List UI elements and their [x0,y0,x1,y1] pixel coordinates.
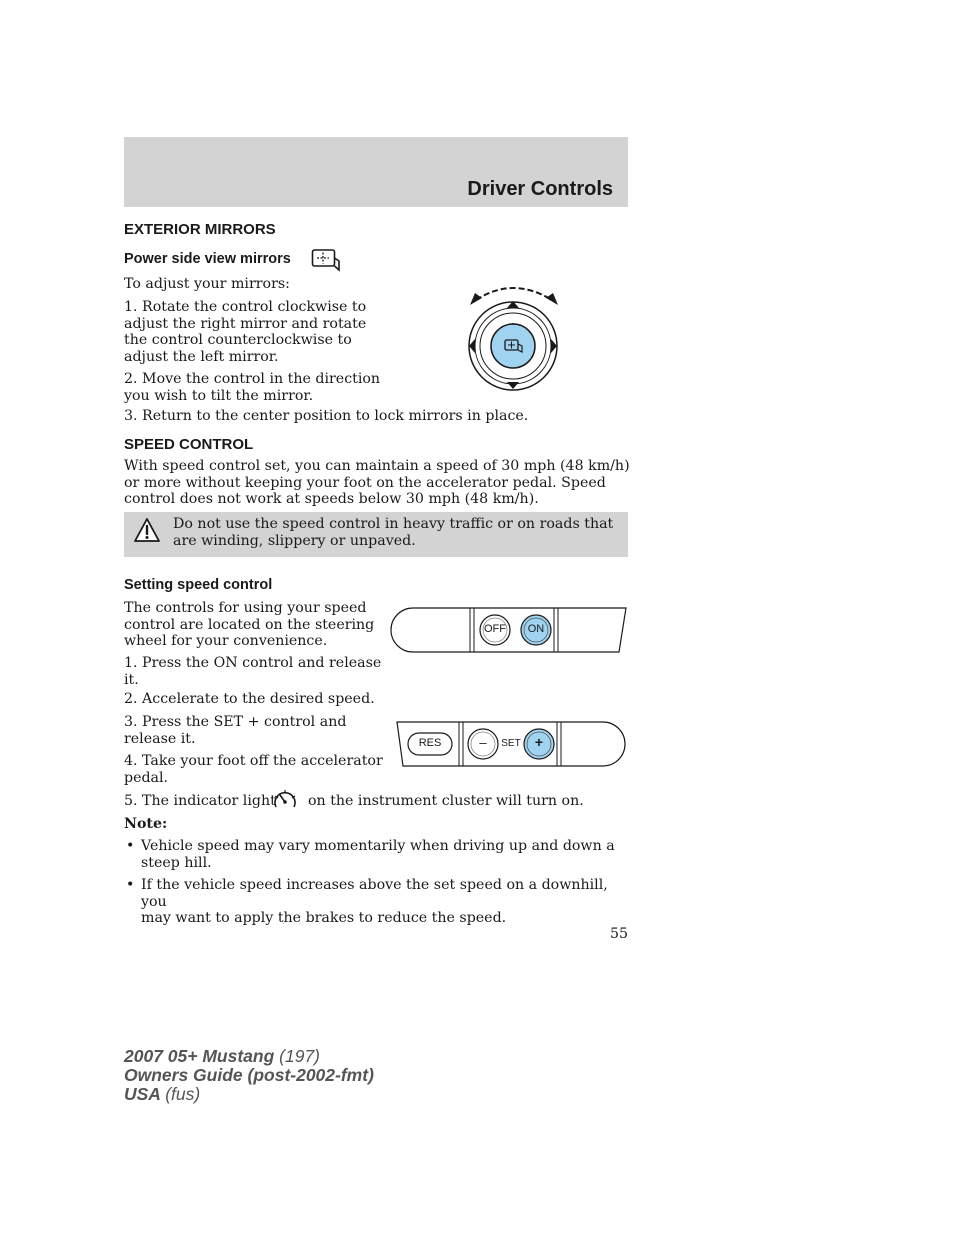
power-mirrors-heading: Power side view mirrors [124,251,291,267]
footer-line-3: USA (fus) [124,1084,201,1104]
exterior-mirrors-heading: EXTERIOR MIRRORS [124,221,276,238]
res-button-label: RES [418,737,442,749]
mirror-step-2: 2. Move the control in the direction you wish to tilt the mirror. [124,371,381,404]
setting-speed-heading: Setting speed control [124,577,273,593]
setting-step-5a: 5. The indicator light [124,793,276,809]
setting-step-1: 1. Press the ON control and release it. [124,655,382,688]
mirror-icon [311,248,341,272]
set-label: SET [501,738,521,749]
warning-text: Do not use the speed control in heavy traffic or on roads that are winding, slippery or unpaved. [173,516,614,549]
plus-button-label: + [534,734,544,750]
note-bullet-2: • If the vehicle speed increases above the set speed on a downhill, you may want to apply the brakes to reduce the speed. [126,877,608,926]
rotate-left-arrow [470,293,482,305]
page-section-title: Driver Controls [467,178,613,200]
speed-control-indicator-icon [271,788,299,812]
header-band [124,137,628,207]
note-label: Note: [124,816,168,832]
setting-intro: The controls for using your speed control are located on the steering wheel for your convenience. [124,600,375,649]
mirror-intro: To adjust your mirrors: [124,276,290,292]
rotate-right-arrow [546,293,558,305]
note-bullet-1: • Vehicle speed may vary momentarily when driving up and down a steep hill. [126,838,615,871]
mirror-knob [491,324,535,368]
warning-box [124,512,628,557]
on-button-label: ON [527,623,545,635]
setting-step-3: 3. Press the SET + control and release it. [124,714,347,747]
off-button-label: OFF [484,623,506,635]
mirror-step-3: 3. Return to the center position to lock mirrors in place. [124,408,529,424]
setting-step-4: 4. Take your foot off the accelerator pedal. [124,753,383,786]
footer-line-1: 2007 05+ Mustang (197) [124,1046,321,1066]
speed-control-heading: SPEED CONTROL [124,436,254,453]
setting-step-2: 2. Accelerate to the desired speed. [124,691,375,707]
warning-triangle-icon [133,517,161,544]
speed-control-paragraph: With speed control set, you can maintain a speed of 30 mph (48 km/h) or more without keeping your foot on the accelerator pedal. Speed control does not work at speeds below 30 mph (48 km/h). [124,458,630,507]
minus-button-label: – [479,735,487,750]
mirror-control-diagram [462,278,564,394]
page-number: 55 [609,926,628,942]
mirror-step-1: 1. Rotate the control clockwise to adjust the right mirror and rotate the control counterclockwise to adjust the left mirror. [124,299,367,365]
setting-step-5b: on the instrument cluster will turn on. [308,793,584,809]
footer-line-2: Owners Guide (post-2002-fmt) [124,1065,374,1085]
